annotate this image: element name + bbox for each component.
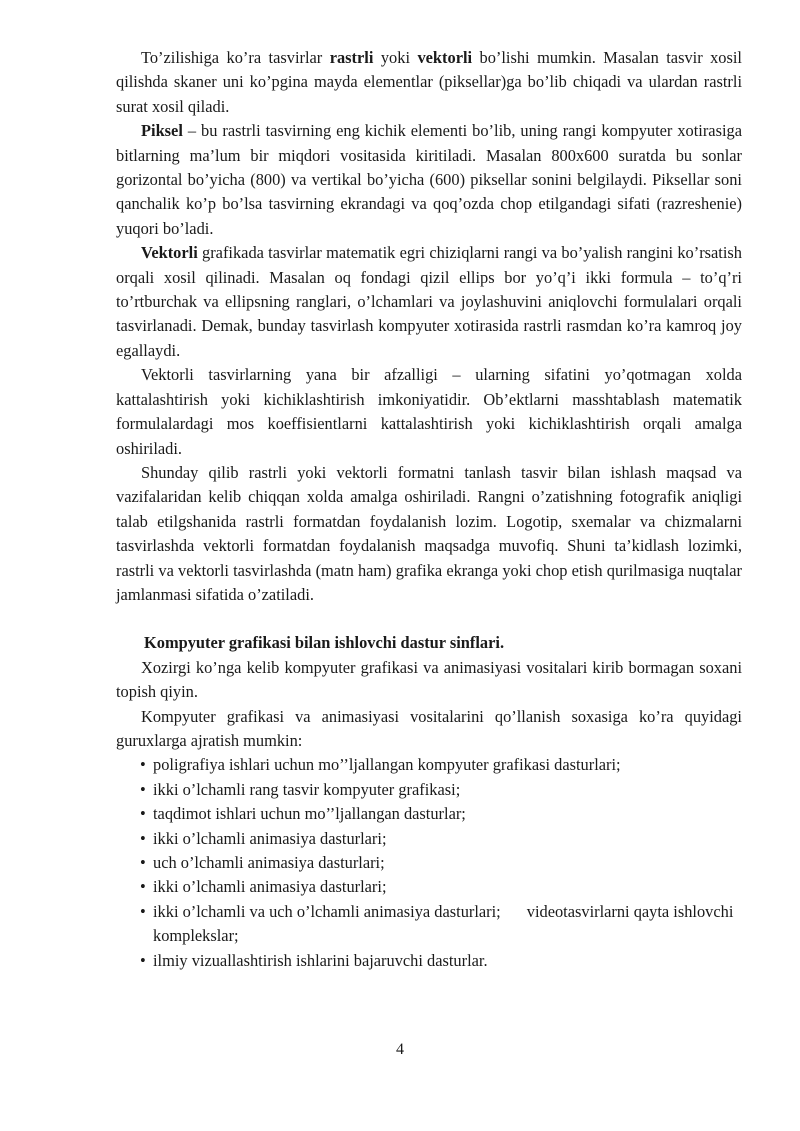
list-item: • poligrafiya ishlari uchun mo’’ljallangan kompyuter grafikasi dasturlari;	[116, 753, 742, 777]
list-item: • uch o’lchamli animasiya dasturlari;	[116, 851, 742, 875]
software-classes-list	[116, 753, 742, 973]
text-run: To’zilishiga ko’ra tasvirlar	[141, 48, 330, 67]
section-heading: Kompyuter grafikasi bilan ishlovchi dastur sinflari.	[144, 633, 505, 653]
paragraph-vector-advantage: Vektorli tasvirlarning yana bir afzalligi – ularning sifatini yo’qotmagan xolda kattalashtirish yoki kichiklashtirish imkoniyatidir. Ob’ektlarni masshtablash matematik formulalardagi mos koeffisientlarni kattalashtirish yoki kichiklashtirish orqali amalga oshiriladi.	[116, 365, 742, 458]
list-item-part: videotasvirlarni qayta ishlovchi komplekslar;	[153, 901, 734, 946]
list-item: • ikki o’lchamli animasiya dasturlari;	[116, 827, 742, 851]
list-item-part: ikki o’lchamli va uch o’lchamli animasiya dasturlari;	[153, 901, 501, 921]
bold-term-rastrli: rastrli	[329, 48, 374, 67]
bold-term-piksel: Piksel	[141, 121, 183, 141]
text-run: grafikada tasvirlar matematik egri chiziqlarni rangi va bo’yalish rangini ko’rsatish orqali xosil qilinadi. Masalan oq fondagi qizil ellips bor yo’q’i ikki formula – to’q’ri to’rtburchak va ellipsning ranglari, o’lchamlari va joylashuvini aniqlovchi formulalari orqali tasvirlanadi. Demak, bunday tasvirlash kompyuter xotirasida rastrli rasmdan ko’ra kamroq joy egallaydi.	[116, 243, 742, 360]
text-run: – bu rastrli tasvirning eng kichik elementi bo’lib, uning rangi kompyuter xotirasiga bitlarning ma’lum bir miqdori vositasida kiritiladi. Masalan 800x600 suratda bu sonlar gorizontal bo’yicha (800) va vertikal bo’yicha (600) piksellar sonini belgilaydi. Piksellar soni qanchalik ko’p bo’lsa tasvirning ekrandagi va qoq’ozda chop etilgandagi sifati (razreshenie) yuqori bo’ladi.	[116, 121, 742, 238]
list-item: • ilmiy vizuallashtirish ishlarini bajaruvchi dasturlar.	[116, 949, 742, 973]
list-item: • ikki o’lchamli rang tasvir kompyuter grafikasi;	[116, 778, 742, 802]
list-item: • taqdimot ishlari uchun mo’’ljallangan dasturlar;	[116, 802, 742, 826]
paragraph-vektorli	[116, 241, 742, 363]
page-number: 4	[396, 1041, 404, 1058]
bold-term-vektorli: vektorli	[417, 48, 473, 67]
paragraph-piksel	[116, 119, 742, 241]
paragraph-groups: Kompyuter grafikasi va animasiyasi vositalarini qo’llanish soxasiga ko’ra quyidagi guruxlarga ajratish mumkin:	[116, 706, 742, 750]
paragraph-format-choice: Shunday qilib rastrli yoki vektorli formatni tanlash tasvir bilan ishlash maqsad va vazifalaridan kelib chiqqan xolda amalga oshiriladi. Rangni o’zatishning fotografik aniqligi talab etilgshanida rastrli formatdan foydalanish lozim. Logotip, sxemalar va chizmalarni tasvirlashda vektorli formatdan foydalanish maqsadga muvofiq. Shuni ta’kidlash lozimki, rastrli va vektorli tasvirlashda (matn ham) grafika ekranga yoki chop etish qurilmasiga nuqtalar jamlanmasi sifatida o’zatiladi.	[116, 462, 742, 604]
document-page	[116, 46, 742, 973]
text-run: bo’lishi mumkin. Masalan tasvir xosil qilishda skaner uni ko’pgina mayda elementlar (piksellar)ga bo’lib chiqadi va ulardan rastrli surat xosil qiladi.	[116, 48, 742, 116]
text-run: yoki	[373, 48, 418, 67]
list-item: • ikki o’lchamli animasiya dasturlari;	[116, 875, 742, 899]
paragraph-raster-vector	[116, 46, 742, 119]
paragraph-intro: Xozirgi ko’nga kelib kompyuter grafikasi va animasiyasi vositalari kirib bormagan soxani topish qiyin.	[116, 657, 742, 702]
bold-term-vektorli-2: Vektorli	[141, 243, 198, 263]
list-item	[116, 900, 742, 949]
